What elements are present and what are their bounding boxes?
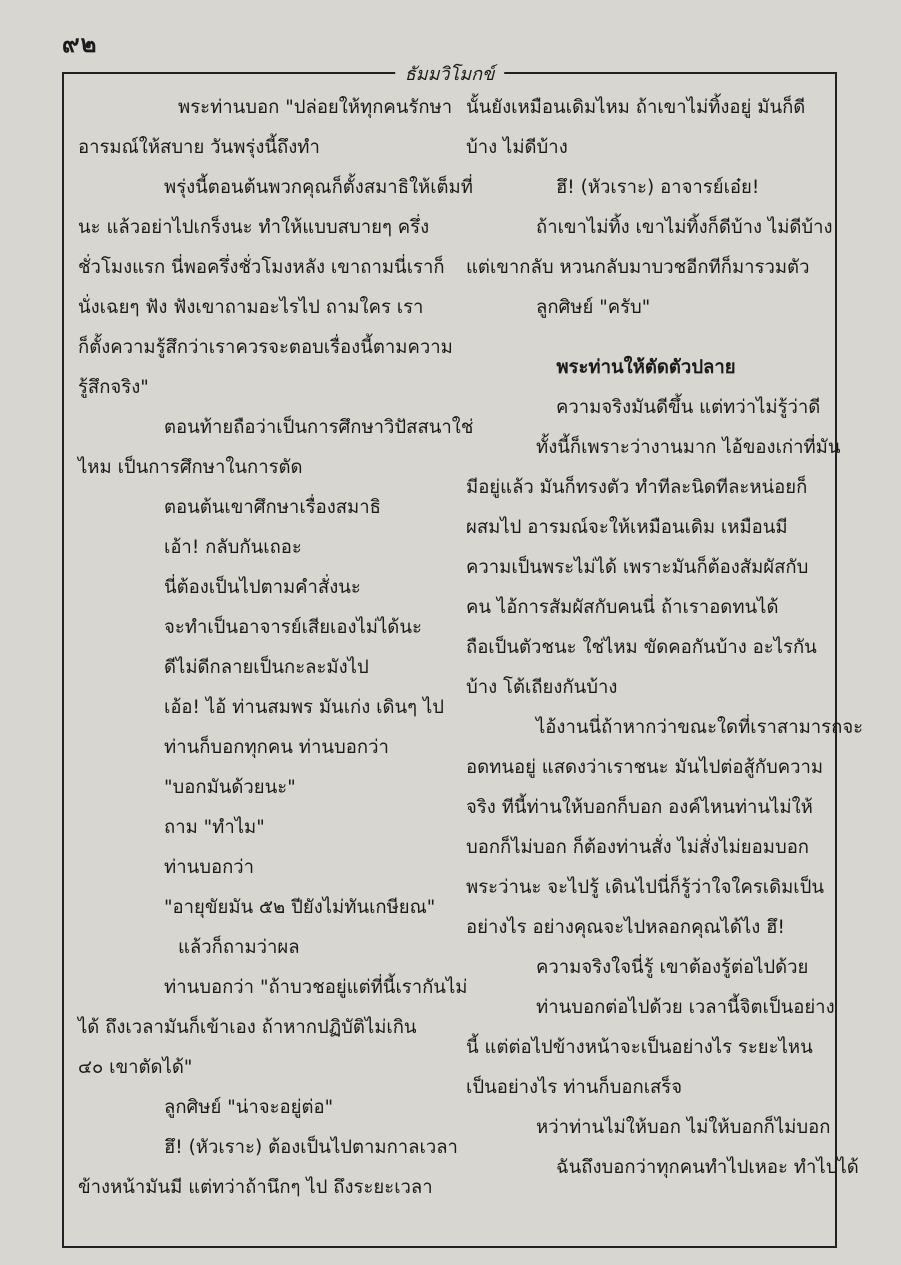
text-line: จะทำเป็นอาจารย์เสียเองไม่ได้นะ (164, 617, 422, 638)
text-line: ผสมไป อารมณ์จะให้เหมือนเดิม เหมือนมี (466, 517, 788, 538)
text-line: พระว่านะ จะไปรู้ เดินไปนี่ก็รู้ว่าใจใครเดิมเป็น (466, 877, 825, 898)
text-line: ตอนต้นเขาศึกษาเรื่องสมาธิ (164, 497, 381, 518)
text-line: พรุ่งนี้ตอนต้นพวกคุณก็ตั้งสมาธิให้เต็มที่ (164, 177, 473, 198)
text-line: นี้ แต่ต่อไปข้างหน้าจะเป็นอย่างไร ระยะไหน (466, 1037, 813, 1058)
text-line: เอ้า! กลับกันเถอะ (164, 537, 302, 558)
text-line: แล้วก็ถามว่าผล (178, 937, 300, 958)
text-line: คน ไอ้การสัมผัสกับคนนี่ ถ้าเราอดทนได้ (466, 597, 779, 618)
right-column (466, 88, 864, 1188)
text-line: บ้าง โต้เถียงกันบ้าง (466, 677, 618, 698)
text-line: ความเป็นพระไม่ได้ เพราะมันก็ต้องสัมผัสกับ (466, 557, 809, 578)
text-line: ลูกศิษย์ "ครับ" (536, 297, 651, 318)
text-line: พระท่านบอก "ปล่อยให้ทุกคนรักษา (178, 97, 453, 118)
text-line: ฉันถึงบอกว่าทุกคนทำไปเหอะ ทำไปได้ (556, 1157, 859, 1178)
left-column (78, 88, 474, 1208)
text-line: ถาม "ทำไม" (164, 817, 265, 838)
text-line: นั้นยังเหมือนเดิมไหม ถ้าเขาไม่ทิ้งอยู่ มันก็ดี (466, 97, 806, 118)
text-line: ท่านบอกต่อไปด้วย เวลานี้จิตเป็นอย่าง (536, 997, 835, 1018)
text-line: นี่ต้องเป็นไปตามคำสั่งนะ (164, 577, 361, 598)
text-line: ถือเป็นตัวชนะ ใช่ไหม ขัดคอกันบ้าง อะไรกัน (466, 637, 817, 658)
text-line: ฮึ! (หัวเราะ) อาจารย์เอ๋ย! (556, 177, 760, 198)
text-line: ลูกศิษย์ "น่าจะอยู่ต่อ" (164, 1097, 334, 1118)
text-line: ๔๐ เขาตัดได้" (78, 1057, 193, 1078)
text-line: เอ้อ! ไอ้ ท่านสมพร มันเก่ง เดินๆ ไป (164, 697, 444, 718)
text-line: ทั้งนี้ก็เพราะว่างานมาก ไอ้ของเก่าที่มัน (536, 437, 841, 458)
text-line: เป็นอย่างไร ท่านก็บอกเสร็จ (466, 1077, 683, 1098)
text-line: แต่เขากลับ หวนกลับมาบวชอีกทีก็มารวมตัว (466, 257, 810, 278)
text-line: ท่านบอกว่า (164, 857, 255, 878)
text-line: ตอนท้ายถือว่าเป็นการศึกษาวิปัสสนาใช่ (164, 417, 474, 438)
text-line: ฮึ! (หัวเราะ) ต้องเป็นไปตามกาลเวลา (164, 1137, 458, 1158)
text-line: "บอกมันด้วยนะ" (164, 777, 296, 798)
text-line: "อายุขัยมัน ๕๒ ปียังไม่ทันเกษียณ" (164, 897, 436, 918)
text-line: รู้สึกจริง" (78, 377, 149, 398)
text-line: นะ แล้วอย่าไปเกร็งนะ ทำให้แบบสบายๆ ครึ่ง (78, 217, 430, 238)
text-line: ไอ้งานนี่ถ้าหากว่าขณะใดที่เราสามารถจะ (536, 717, 864, 738)
text-line: อดทนอยู่ แสดงว่าเราชนะ มันไปต่อสู้กับความ (466, 757, 824, 778)
text-line: ข้างหน้ามันมี แต่ทว่าถ้านึกๆ ไป ถึงระยะเวลา (78, 1177, 433, 1198)
text-line: ดีไม่ดีกลายเป็นกะละมังไป (164, 657, 369, 678)
text-line: ความจริงใจนี่รู้ เขาต้องรู้ต่อไปด้วย (536, 957, 809, 978)
text-line: บอกก็ไม่บอก ก็ต้องท่านสั่ง ไม่สั่งไม่ยอมบอก (466, 837, 810, 858)
text-line: ก็ตั้งความรู้สึกว่าเราควรจะตอบเรื่องนี้ตามความ (78, 337, 453, 358)
section-heading: พระท่านให้ตัดตัวปลาย (556, 357, 736, 378)
text-line: หว่าท่านไม่ให้บอก ไม่ให้บอกก็ไม่บอก (536, 1117, 831, 1138)
text-line: จริง ทีนี้ท่านให้บอกก็บอก องค์ไหนท่านไม่ให้ (466, 797, 813, 818)
text-line: ท่านก็บอกทุกคน ท่านบอกว่า (164, 737, 389, 758)
text-line: ถ้าเขาไม่ทิ้ง เขาไม่ทิ้งก็ดีบ้าง ไม่ดีบ้าง (536, 217, 833, 238)
text-line: ชั่วโมงแรก นี่พอครึ่งชั่วโมงหลัง เขาถามนี่เราก็ (78, 257, 445, 278)
text-line: อารมณ์ให้สบาย วันพรุ่งนี้ถึงทำ (78, 137, 320, 158)
text-line: ท่านบอกว่า "ถ้าบวชอยู่แต่ที่นี้เรากันไม่ (164, 977, 468, 998)
text-line: นั่งเฉยๆ ฟัง ฟังเขาถามอะไรไป ถามใคร เรา (78, 297, 424, 318)
text-frame (62, 64, 864, 1248)
text-line: ความจริงมันดีขึ้น แต่ทว่าไม่รู้ว่าดี (556, 397, 821, 418)
text-line: อย่างไร อย่างคุณจะไปหลอกคุณได้ไง ฮึ! (466, 917, 785, 938)
page-number: ๙๒ (62, 30, 98, 58)
text-line: ได้ ถึงเวลามันก็เข้าเอง ถ้าหากปฏิบัติไม่เกิน (78, 1017, 417, 1038)
text-line: มีอยู่แล้ว มันก็ทรงตัว ทำทีละนิดทีละหน่อยก็ (466, 477, 808, 498)
text-line: บ้าง ไม่ดีบ้าง (466, 137, 568, 158)
running-head: ธัมมวิโมกข์ (395, 59, 505, 88)
text-line: ไหม เป็นการศึกษาในการตัด (78, 457, 303, 478)
